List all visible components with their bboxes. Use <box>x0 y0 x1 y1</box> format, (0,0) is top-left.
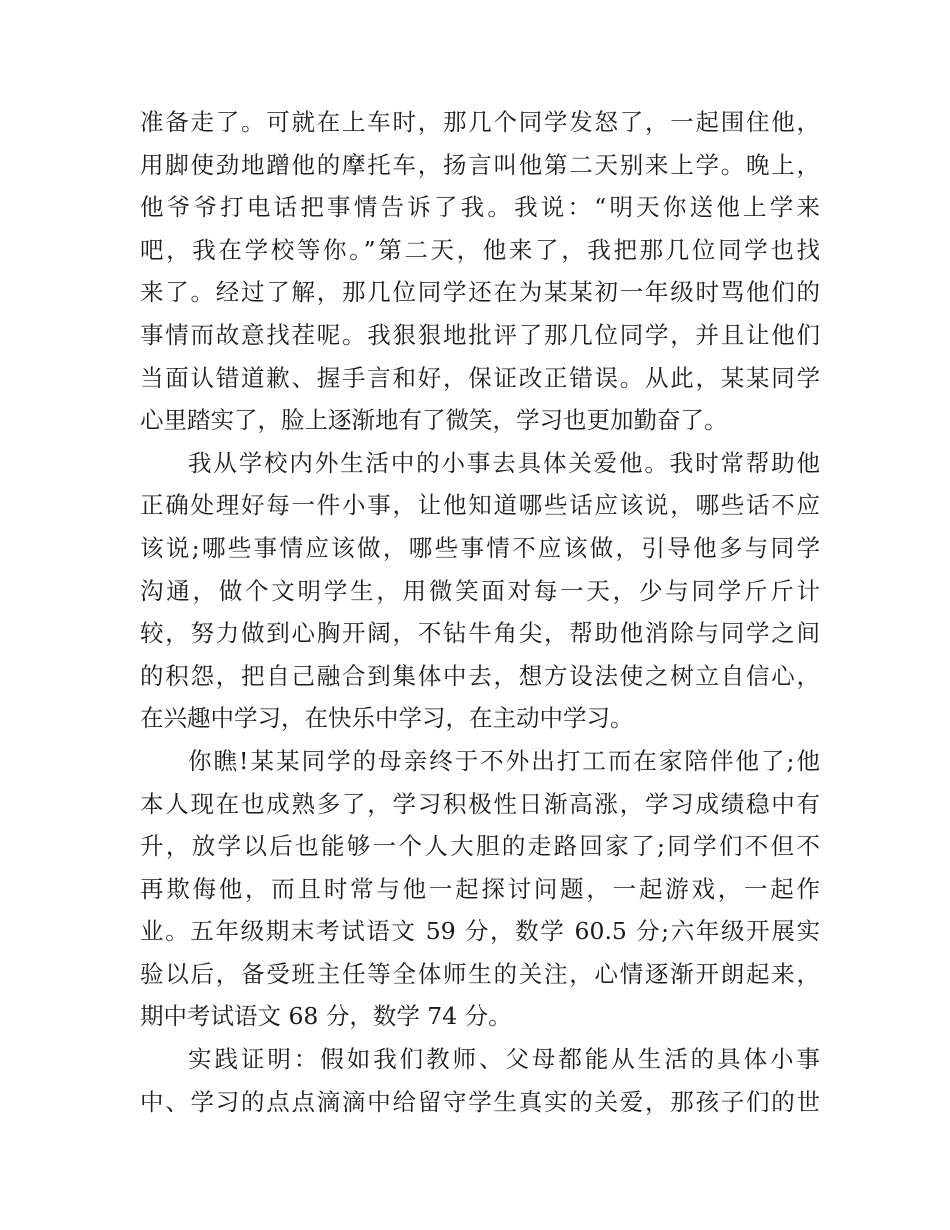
text-line: 事情而故意找茬呢。我狠狠地批评了那几位同学，并且让他们 <box>140 320 820 349</box>
text-line: 期中考试语文 68 分，数学 74 分。 <box>140 1002 512 1031</box>
text-line: 准备走了。可就在上车时，那几个同学发怒了，一起围住他， <box>140 108 820 136</box>
text-line: 你瞧!某某同学的母亲终于不外出打工而在家陪伴他了;他 <box>188 746 820 775</box>
text-line: 在兴趣中学习，在快乐中学习，在主动中学习。 <box>140 704 634 733</box>
text-line: 验以后，备受班主任等全体师生的关注，心情逐渐开朗起来， <box>140 959 820 988</box>
text-line: 正确处理好每一件小事，让他知道哪些话应该说，哪些话不应 <box>140 491 820 520</box>
text-line: 该说;哪些事情应该做，哪些事情不应该做，引导他多与同学 <box>140 533 820 562</box>
text-line: 再欺侮他，而且时常与他一起探讨问题，一起游戏，一起作 <box>140 874 820 903</box>
text-line: 的积怨，把自己融合到集体中去，想方设法使之树立自信心， <box>140 661 820 690</box>
text-line: 较，努力做到心胸开阔，不钻牛角尖，帮助他消除与同学之间 <box>140 619 820 648</box>
text-line: 本人现在也成熟多了，学习积极性日渐高涨，学习成绩稳中有 <box>140 789 820 818</box>
text-line: 吧，我在学校等你。”第二天，他来了，我把那几位同学也找 <box>140 235 820 264</box>
text-line: 实践证明：假如我们教师、父母都能从生活的具体小事 <box>188 1045 820 1074</box>
text-line: 来了。经过了解，那几位同学还在为某某初一年级时骂他们的 <box>140 278 820 307</box>
text-line: 心里踏实了，脸上逐渐地有了微笑，学习也更加勤奋了。 <box>140 406 728 435</box>
text-line: 用脚使劲地蹭他的摩托车，扬言叫他第二天别来上学。晚上， <box>140 150 820 179</box>
text-line: 他爷爷打电话把事情告诉了我。我说：“明天你送他上学来 <box>140 193 820 222</box>
text-line: 中、学习的点点滴滴中给留守学生真实的关爱，那孩子们的世 <box>140 1087 820 1116</box>
text-line: 当面认错道歉、握手言和好，保证改正错误。从此，某某同学 <box>140 363 820 392</box>
text-line: 业。五年级期末考试语文 59 分，数学 60.5 分;六年级开展实 <box>140 917 820 946</box>
text-line: 沟通，做个文明学生，用微笑面对每一天，少与同学斤斤计 <box>140 576 820 605</box>
text-line: 升，放学以后也能够一个人大胆的走路回家了;同学们不但不 <box>140 832 820 861</box>
text-line: 我从学校内外生活中的小事去具体关爱他。我时常帮助他 <box>188 448 820 477</box>
body-text <box>140 101 820 1123</box>
